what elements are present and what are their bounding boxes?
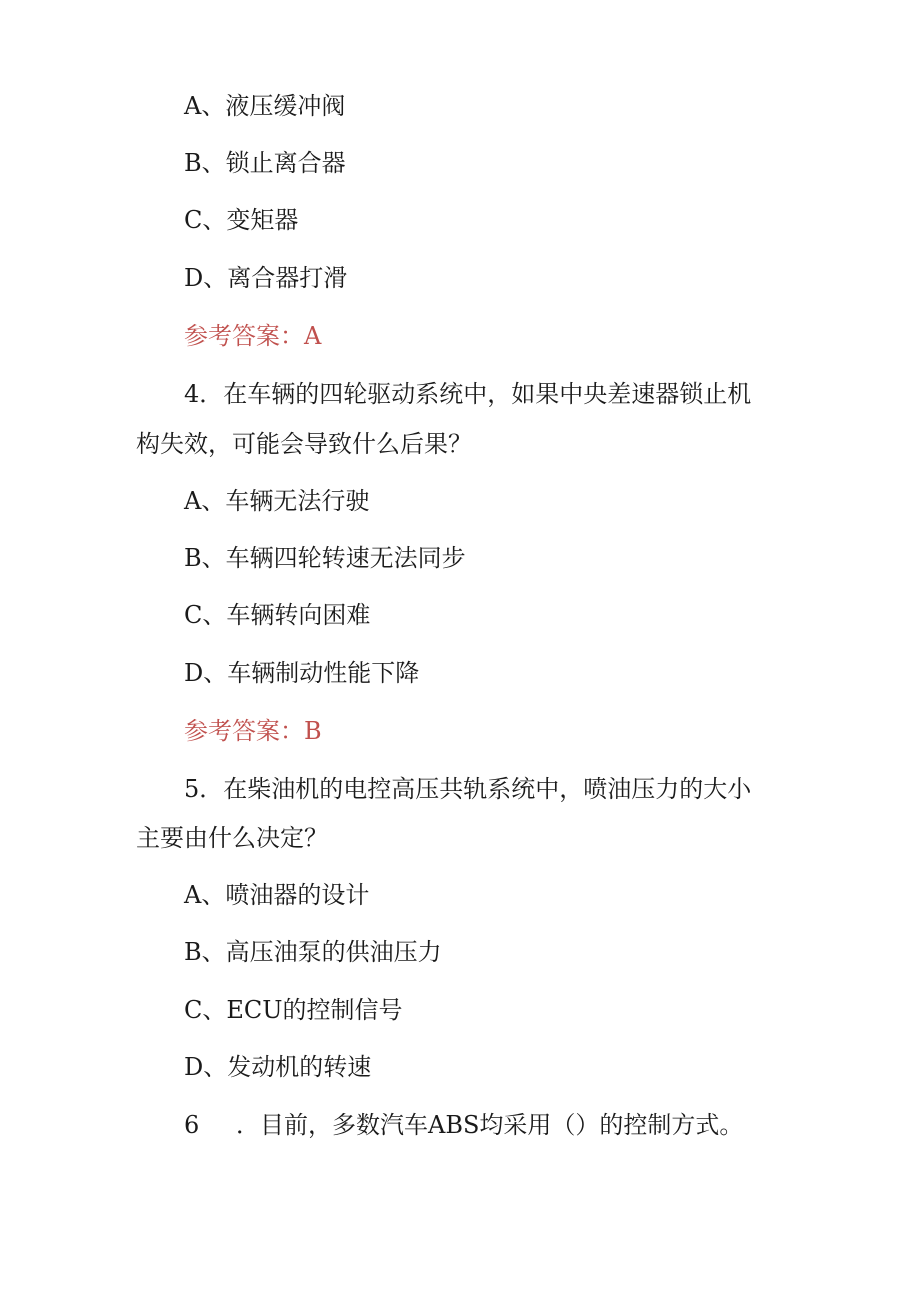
- q4-option-b: B、车辆四轮转速无法同步: [184, 544, 466, 572]
- q4-answer: 参考答案：B: [184, 717, 322, 745]
- q5-option-c: C、ECU的控制信号: [184, 996, 403, 1024]
- q5-question-line1: 5．在柴油机的电控高压共轨系统中，喷油压力的大小: [184, 775, 752, 803]
- q3-option-b: B、锁止离合器: [184, 149, 346, 177]
- q5-question-line2: 主要由什么决定？: [136, 824, 328, 852]
- q3-option-c: C、变矩器: [184, 206, 299, 234]
- q3-option-a: A、液压缓冲阀: [184, 92, 346, 120]
- q3-answer: 参考答案：A: [184, 322, 322, 350]
- q4-option-c: C、车辆转向困难: [184, 601, 371, 629]
- q5-option-d: D、发动机的转速: [184, 1053, 372, 1081]
- q4-option-a: A、车辆无法行驶: [184, 487, 370, 515]
- q4-question-line1: 4．在车辆的四轮驱动系统中，如果中央差速器锁止机: [184, 380, 752, 408]
- q5-option-b: B、高压油泵的供油压力: [184, 938, 442, 966]
- q4-question-line2: 构失效，可能会导致什么后果？: [136, 430, 472, 458]
- q3-option-d: D、离合器打滑: [184, 264, 348, 292]
- q6-question: ．目前，多数汽车ABS均采用（）的控制方式。: [236, 1111, 744, 1139]
- q4-option-d: D、车辆制动性能下降: [184, 659, 420, 687]
- q5-option-a: A、喷油器的设计: [184, 881, 370, 909]
- q6-number: 6: [184, 1111, 200, 1139]
